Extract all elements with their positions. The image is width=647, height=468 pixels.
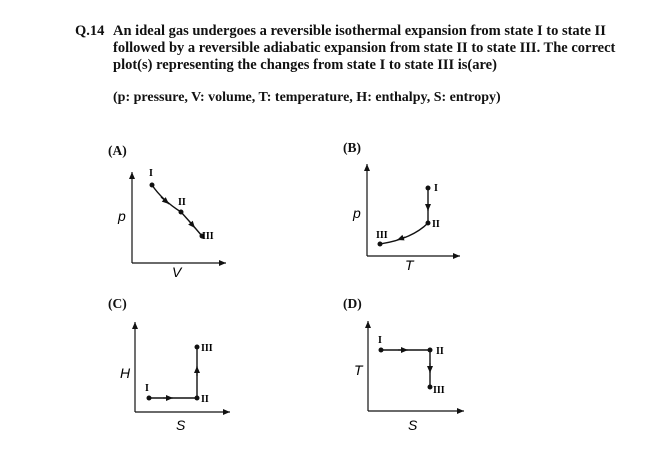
plot-c-state-iii-point: [195, 345, 200, 350]
plot-b-x-label: T: [405, 257, 414, 273]
question-number: Q.14: [75, 23, 105, 39]
plot-a-state-iii-label: III: [202, 231, 214, 242]
plot-d-state-ii-point: [428, 348, 433, 353]
plot-b-state-i-point: [426, 186, 431, 191]
option-b-label: (B): [343, 140, 361, 155]
plot-d-x-label: S: [408, 417, 418, 433]
option-a-label: (A): [108, 143, 127, 158]
plot-b-y-label: p: [353, 205, 361, 221]
plot-c-y-label: H: [120, 365, 131, 381]
plot-d-state-iii-label: III: [433, 385, 445, 396]
plot-a-state-ii-label: II: [178, 197, 186, 208]
plot-b-state-iii-point: [378, 242, 383, 247]
plot-c-state-ii-label: II: [201, 394, 209, 405]
question-line-3: plot(s) representing the changes from state I to state III is(are): [113, 57, 497, 73]
plot-d-state-i-point: [379, 348, 384, 353]
plot-b-state-i-label: I: [434, 183, 438, 194]
plot-d: [354, 321, 464, 433]
plot-a-state-i-label: I: [149, 168, 153, 179]
option-d-label: (D): [343, 296, 362, 311]
question-line-2: followed by a reversible adiabatic expansion from state II to state III. The correct: [113, 40, 616, 56]
plot-b-state-ii-label: II: [432, 219, 440, 230]
plot-b: [352, 164, 460, 273]
plot-a-isotherm-curve: [152, 185, 181, 212]
plot-c-state-ii-point: [195, 396, 200, 401]
plot-d-state-i-label: I: [378, 335, 382, 346]
plot-c-state-i-label: I: [145, 383, 149, 394]
option-c-label: (C): [108, 296, 127, 311]
plot-a-arrow-1: [161, 197, 169, 204]
plot-b-state-iii-label: III: [376, 230, 388, 241]
plot-a-x-label: V: [172, 264, 182, 280]
variable-legend: (p: pressure, V: volume, T: temperature, H: enthalpy, S: entropy): [113, 90, 501, 105]
plot-a-arrow-2: [189, 221, 195, 228]
plot-a-state-i-point: [150, 183, 155, 188]
plot-c-x-label: S: [176, 417, 186, 433]
plot-a-state-ii-point: [179, 210, 184, 215]
question-line-1: An ideal gas undergoes a reversible isothermal expansion from state I to state II: [113, 23, 606, 39]
plot-a: [117, 168, 226, 280]
plot-b-state-ii-point: [426, 221, 431, 226]
plot-c-state-iii-label: III: [201, 343, 213, 354]
plot-d-state-ii-label: II: [436, 346, 444, 357]
plot-d-y-label: T: [354, 362, 363, 378]
plot-c-state-i-point: [147, 396, 152, 401]
plot-d-state-iii-point: [428, 385, 433, 390]
plot-a-y-label: p: [118, 208, 126, 224]
plot-c: [120, 322, 230, 433]
